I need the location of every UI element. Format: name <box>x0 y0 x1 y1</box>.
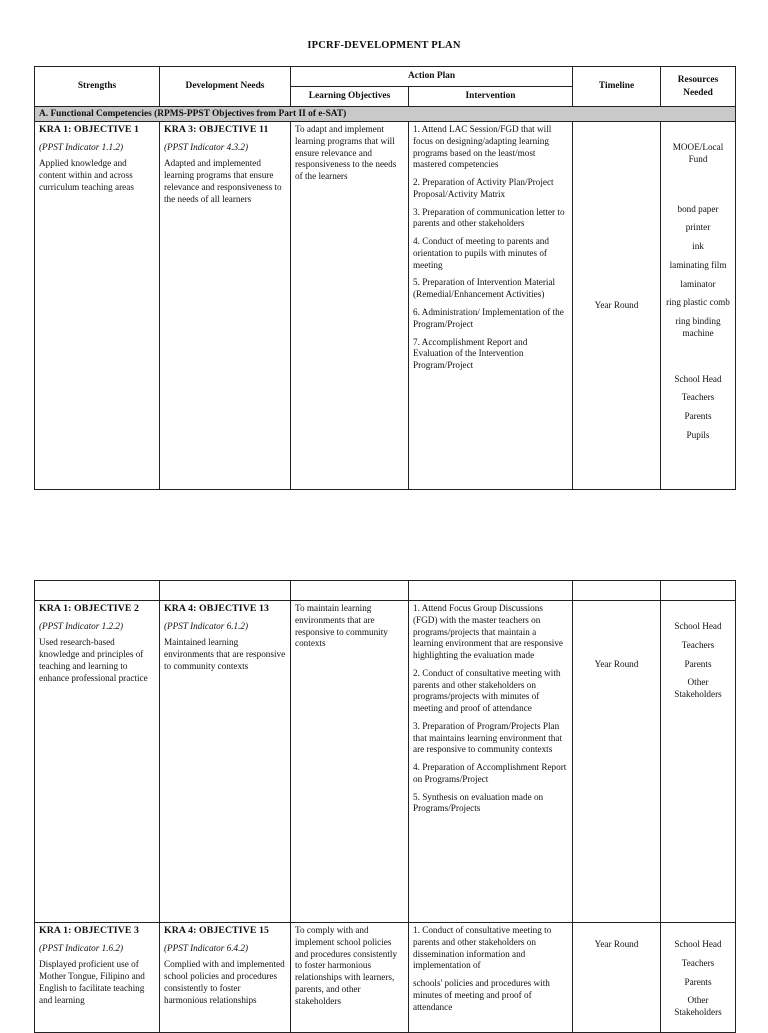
strength-kra: KRA 1: OBJECTIVE 1 <box>39 124 140 136</box>
strength-cell <box>35 122 160 490</box>
header-learning-objectives: Learning Objectives <box>291 87 409 107</box>
intervention-item: 1. Attend Focus Group Discussions (FGD) with the master teachers on programs/projects that maintain a learning environment that are responsive highlighting the evaluation made <box>413 603 564 661</box>
intervention-item: 4. Preparation of Accomplishment Report on Programs/Project <box>413 762 567 784</box>
plan-row <box>35 601 736 923</box>
resource-item: ring plastic comb <box>666 297 730 308</box>
resource-person: Teachers <box>681 639 715 650</box>
timeline-cell: Year Round <box>573 923 661 1033</box>
learning-objective-cell: To comply with and implement school policies and procedures consistently to foster harmonious relationships with learners, parents, and other stakeholders <box>291 923 409 1033</box>
intervention-item: 3. Preparation of communication letter to parents and other stakeholders <box>413 206 565 229</box>
need-cell <box>160 923 291 1033</box>
strength-text: Displayed proficient use of Mother Tongue, Filipino and English to facilitate teaching and learning <box>39 959 145 1005</box>
need-kra: KRA 4: OBJECTIVE 15 <box>164 925 270 936</box>
need-kra: KRA 3: OBJECTIVE 11 <box>164 124 269 136</box>
blank-header-row <box>35 581 736 601</box>
strength-kra: KRA 1: OBJECTIVE 2 <box>39 603 140 614</box>
need-cell <box>160 601 291 923</box>
intervention-item: 4. Conduct of meeting to parents and orientation to pupils with minutes of meeting <box>413 236 549 270</box>
resource-item: laminator <box>680 278 716 289</box>
resource-item: ring binding machine <box>675 316 721 338</box>
need-kra: KRA 4: OBJECTIVE 13 <box>164 603 270 614</box>
header-action-plan: Action Plan <box>291 67 573 87</box>
resources-cell <box>661 601 736 923</box>
resource-item: ink <box>692 241 704 252</box>
intervention-item: schools' policies and procedures with minutes of meeting and proof of attendance <box>413 978 550 1012</box>
resource-person: Other Stakeholders <box>674 995 722 1018</box>
intervention-item: 1. Conduct of consultative meeting to parents and other stakeholders on dissemination information and implementation of <box>413 925 552 971</box>
resource-person: School Head <box>674 939 722 949</box>
resources-cell <box>661 923 736 1033</box>
intervention-item: 2. Conduct of consultative meeting with parents and other stakeholders on programs/projects with minutes of meeting and proof of attendance <box>413 667 561 714</box>
resource-person: Teachers <box>681 392 715 403</box>
resource-person: School Head <box>674 621 722 631</box>
resource-person: Pupils <box>686 429 710 440</box>
document-title: IPCRF-DEVELOPMENT PLAN <box>307 40 461 51</box>
intervention-item: 2. Preparation of Activity Plan/Project Proposal/Activity Matrix <box>413 177 554 199</box>
resource-person: Other Stakeholders <box>674 677 722 700</box>
resource-person: Parents <box>684 411 712 422</box>
header-strengths: Strengths <box>35 67 160 107</box>
need-text: Maintained learning environments that are responsive to community contexts <box>164 637 286 671</box>
need-text: Adapted and implemented learning programs that ensure relevance and responsiveness to the needs of all learners <box>164 158 282 204</box>
intervention-item: 3. Preparation of Program/Projects Plan that maintains learning environment that are responsive to community contexts <box>413 720 563 755</box>
resource-person: School Head <box>674 373 722 384</box>
intervention-cell <box>409 923 573 1033</box>
need-indicator: (PPST Indicator 6.4.2) <box>164 942 249 953</box>
strength-text: Used research-based knowledge and principles of teaching and learning to enhance professional practice <box>39 637 148 683</box>
need-indicator: (PPST Indicator 4.3.2) <box>164 141 249 152</box>
intervention-cell <box>409 122 573 490</box>
header-intervention: Intervention <box>409 87 573 107</box>
plan-row <box>35 923 736 1033</box>
strength-text: Applied knowledge and content within and across curriculum teaching areas <box>39 158 134 192</box>
resource-item: bond paper <box>677 203 719 214</box>
resources-cell <box>661 122 736 490</box>
timeline-cell: Year Round <box>573 601 661 923</box>
development-plan-table-continued <box>34 580 736 1033</box>
section-a-heading: A. Functional Competencies (RPMS-PPST Objectives from Part II of e-SAT) <box>35 107 736 122</box>
resource-person: Parents <box>684 976 712 987</box>
strength-kra: KRA 1: OBJECTIVE 3 <box>39 925 140 936</box>
intervention-cell <box>409 601 573 923</box>
strength-cell <box>35 601 160 923</box>
strength-cell <box>35 923 160 1033</box>
strength-indicator: (PPST Indicator 1.2.2) <box>39 620 124 631</box>
resource-person: Parents <box>684 658 712 669</box>
intervention-item: 5. Synthesis on evaluation made on Programs/Projects <box>413 791 544 814</box>
learning-objective-cell: To maintain learning environments that are responsive to community contexts <box>291 601 409 923</box>
intervention-item: 1. Attend LAC Session/FGD that will focus on designing/adapting learning programs based on the least/most mastered competencies <box>413 124 552 170</box>
need-text: Complied with and implemented school policies and procedures consistently to foster harmonious relationships <box>164 959 285 1005</box>
header-resources-needed: Resources Needed <box>661 67 736 107</box>
development-plan-table <box>34 66 736 490</box>
intervention-item: 7. Accomplishment Report and Evaluation of the Intervention Program/Project <box>413 336 528 371</box>
intervention-item: 6. Administration/ Implementation of the Program/Project <box>413 306 564 329</box>
plan-row <box>35 122 736 490</box>
strength-indicator: (PPST Indicator 1.1.2) <box>39 141 124 152</box>
strength-indicator: (PPST Indicator 1.6.2) <box>39 942 124 953</box>
timeline-cell: Year Round <box>573 122 661 490</box>
header-timeline: Timeline <box>573 67 661 107</box>
intervention-item: 5. Preparation of Intervention Material (Remedial/Enhancement Activities) <box>413 277 556 300</box>
resource-fund: MOOE/Local Fund <box>672 142 724 164</box>
header-development-needs: Development Needs <box>160 67 291 107</box>
resource-item: laminating film <box>669 259 727 270</box>
need-indicator: (PPST Indicator 6.1.2) <box>164 620 249 631</box>
need-cell <box>160 122 291 490</box>
learning-objective-cell: To adapt and implement learning programs that will ensure relevance and responsiveness to the needs of the learners <box>291 122 409 490</box>
resource-person: Teachers <box>681 957 715 968</box>
resource-item: printer <box>685 222 711 233</box>
